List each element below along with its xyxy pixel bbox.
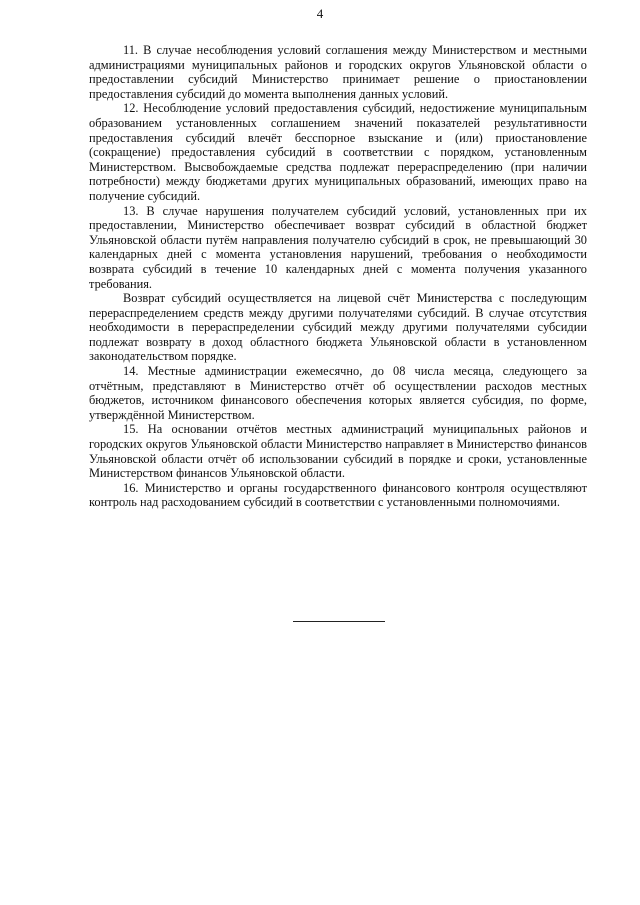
page-number: 4 bbox=[316, 6, 324, 21]
paragraph-16: 16. Министерство и органы государственного финансового контроля осуществляют контроль над расходованием субсидий в соответствии с установленными полномочиями. bbox=[89, 480, 587, 510]
paragraph-11: 11. В случае несоблюдения условий соглашения между Министерством и местными администрациями муниципальных районов и городских округов Ульяновской области о предоставлении субсидий Министерство принимает решение о приостановлении предоставления субсидий до момента выполнения данных условий. bbox=[89, 43, 587, 101]
document-body bbox=[89, 43, 587, 510]
paragraph-13-continued: Возврат субсидий осуществляется на лицевой счёт Министерства с последующим перераспределением средств между другими получателями субсидий. В случае отсутствия необходимости в перераспределении субсидий между другими получателями субсидии подлежат возврату в доход областного бюджета Ульяновской области в установленном законодательством порядке. bbox=[89, 291, 587, 364]
paragraph-15: 15. На основании отчётов местных администраций муниципальных районов и городских округов Ульяновской области Министерство направляет в Министерство финансов Ульяновской области отчёт об использовании субсидий в порядке и сроки, установленные Министерством финансов Ульяновской области. bbox=[89, 422, 587, 481]
paragraph-12: 12. Несоблюдение условий предоставления субсидий, недостижение муниципальным образованием установленных соглашением значений показателей результативности предоставления субсидий влечёт бесспорное взыскание и (или) приостановление (сокращение) предоставления субсидий в соответствии с порядком, установленным Министерством. Высвобождаемые средства подлежат перераспределению (при наличии потребности) между бюджетами других муниципальных образований, имеющих право на получение субсидий. bbox=[89, 101, 587, 203]
paragraph-14: 14. Местные администрации ежемесячно, до 08 числа месяца, следующего за отчётным, представляют в Министерство отчёт об осуществлении расходов местных бюджетов, источником финансового обеспечения которых является субсидия, по форме, утверждённой Министерством. bbox=[89, 364, 587, 422]
paragraph-13: 13. В случае нарушения получателем субсидий условий, установленных при их предоставлении, Министерство обеспечивает возврат субсидий в областной бюджет Ульяновской области путём направления получателю субсидий в срок, не превышающий 30 календарных дней с момента установления нарушений, требования о необходимости возврата субсидий в течение 10 календарных дней с момента получения указанного требования. bbox=[89, 203, 587, 291]
end-of-document-divider bbox=[293, 621, 385, 622]
